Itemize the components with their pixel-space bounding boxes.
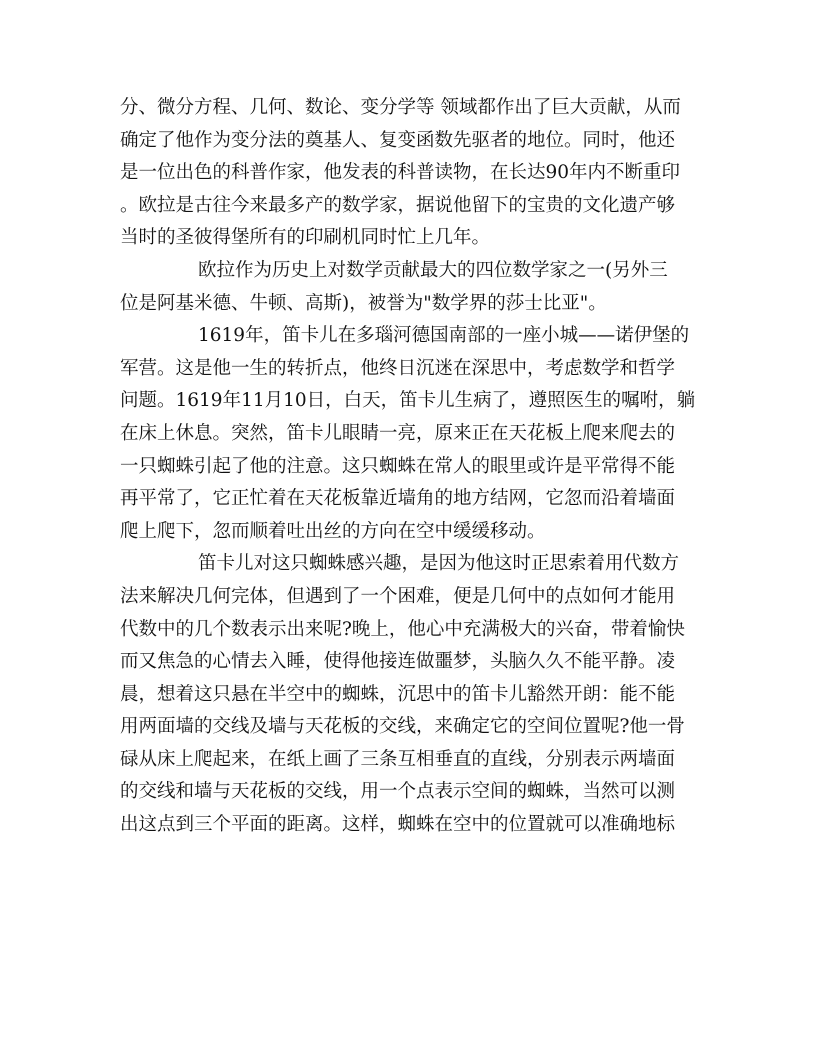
text-line: 碌从床上爬起来，在纸上画了三条互相垂直的直线，分别表示两墙面	[120, 748, 676, 770]
paragraph-start-line: 1619年，笛卡儿在多瑙河德国南部的一座小城——诺伊堡的	[198, 325, 690, 347]
text-line: 的交线和墙与天花板的交线，用一个点表示空间的蜘蛛，当然可以测	[120, 781, 676, 803]
text-line: 爬上爬下，忽而顺着吐出丝的方向在空中缓缓移动。	[120, 520, 546, 542]
text-line: 问题。1619年11月10日，白天，笛卡儿生病了，遵照医生的嘱咐，躺	[120, 390, 696, 412]
text-line: 位是阿基米德、牛顿、高斯)，被誉为"数学界的莎士比亚"。	[120, 292, 607, 314]
body-text	[120, 92, 710, 842]
text-line: 。欧拉是古往今来最多产的数学家，据说他留下的宝贵的文化遗产够	[120, 194, 676, 216]
text-line: 在床上休息。突然，笛卡儿眼睛一亮，原来正在天花板上爬来爬去的	[120, 422, 676, 444]
text-line: 军营。这是他一生的转折点，他终日沉迷在深思中，考虑数学和哲学	[120, 357, 676, 379]
text-line: 当时的圣彼得堡所有的印刷机同时忙上几年。	[120, 227, 491, 249]
text-line: 用两面墙的交线及墙与天花板的交线，来确定它的空间位置呢?他一骨	[120, 716, 685, 738]
text-line: 法来解决几何完体，但遇到了一个困难，便是几何中的点如何才能用	[120, 585, 676, 607]
text-line: 再平常了，它正忙着在天花板靠近墙角的地方结网，它忽而沿着墙面	[120, 488, 676, 510]
paragraph-start-line: 欧拉作为历史上对数学贡献最大的四位数学家之一(另外三	[198, 259, 668, 281]
text-line: 一只蜘蛛引起了他的注意。这只蜘蛛在常人的眼里或许是平常得不能	[120, 455, 676, 477]
text-line: 代数中的几个数表示出来呢?晚上，他心中充满极大的兴奋，带着愉快	[120, 618, 685, 640]
text-line: 而又焦急的心情去入睡，使得他接连做噩梦，头脑久久不能平静。凌	[120, 651, 676, 673]
paragraph-start-line: 笛卡儿对这只蜘蛛感兴趣，是因为他这时正思索着用代数方	[198, 553, 680, 575]
text-line: 分、微分方程、几何、数论、变分学等 领域都作出了巨大贡献，从而	[120, 97, 681, 118]
text-line: 出这点到三个平面的距离。这样，蜘蛛在空中的位置就可以准确地标	[120, 814, 676, 836]
text-line: 确定了他作为变分法的奠基人、复变函数先驱者的地位。同时，他还	[120, 129, 676, 151]
text-line: 是一位出色的科普作家，他发表的科普读物，在长达90年内不断重印	[120, 162, 681, 184]
text-line: 晨，想着这只悬在半空中的蜘蛛，沉思中的笛卡儿豁然开朗：能不能	[120, 683, 676, 705]
